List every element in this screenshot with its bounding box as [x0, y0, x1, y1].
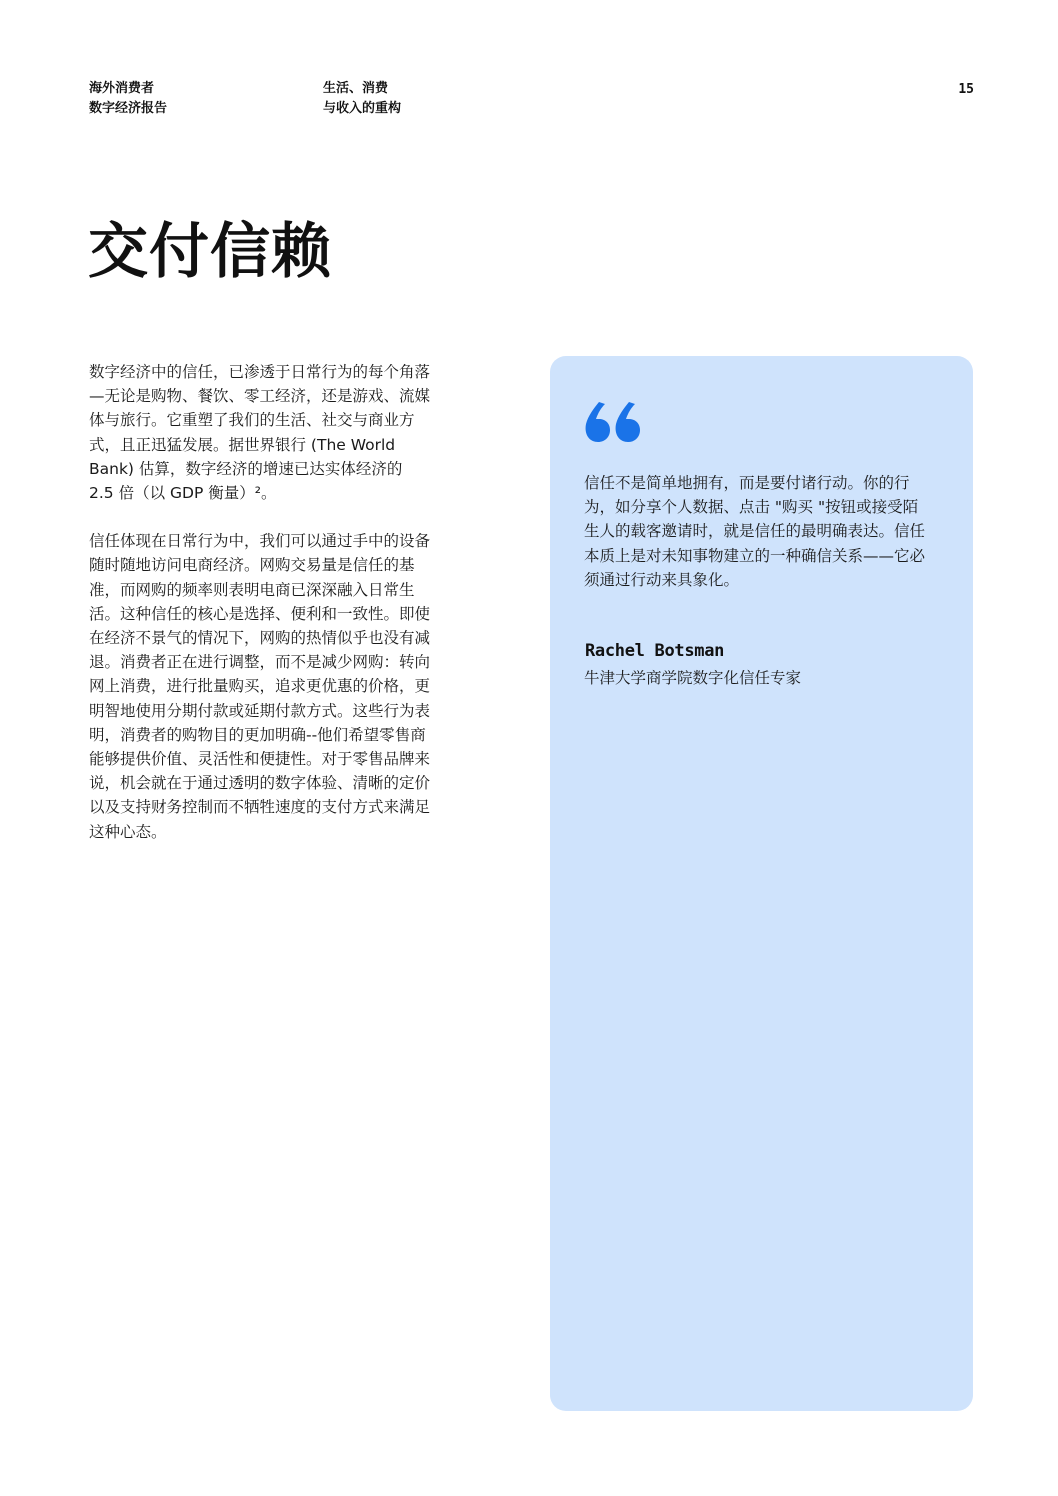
- section-title: [323, 79, 401, 119]
- body-text: [89, 360, 431, 868]
- page-number: 15: [958, 82, 974, 97]
- body-paragraph-2: 信任体现在日常行为中，我们可以通过手中的设备随时随地访问电商经济。网购交易量是信任的基准，而网购的频率则表明电商已深深融入日常生活。这种信任的核心是选择、便利和一致性。即使在经济不景气的情况下，网购的热情似乎也没有减退。消费者正在进行调整，而不是减少网购：转向网上消费，进行批量购买，追求更优惠的价格，更明智地使用分期付款或延期付款方式。这些行为表明，消费者的购物目的更加明确--他们希望零售商能够提供价值、灵活性和便捷性。对于零售品牌来说，机会就在于通过透明的数字体验、清晰的定价以及支持财务控制而不牺牲速度的支付方式来满足这种心态。: [89, 532, 431, 841]
- report-title: [89, 79, 167, 119]
- report-title-line1: 海外消费者: [89, 81, 155, 96]
- report-title-line2: 数字经济报告: [89, 101, 168, 116]
- body-paragraph-1: 数字经济中的信任，已渗透于日常行为的每个角落—无论是购物、餐饮、零工经济，还是游戏、流媒体与旅行。它重塑了我们的生活、社交与商业方式，且正迅猛发展。据世界银行 (The World Bank) 估算，数字经济的增速已达实体经济的 2.5 倍（以 GDP 衡量）²。: [89, 363, 431, 503]
- section-title-line1: 生活、消费: [323, 81, 389, 96]
- quote-card: [550, 356, 973, 1411]
- section-title-line2: 与收入的重构: [323, 101, 402, 116]
- quote-author: Rachel Botsman: [585, 641, 725, 661]
- quote-text: 信任不是简单地拥有，而是要付诸行动。你的行为，如分享个人数据、点击 "购买 "按钮或接受陌生人的载客邀请时，就是信任的最明确表达。信任本质上是对未知事物建立的一种确信关系——它必须通过行动来具象化。: [584, 474, 926, 589]
- page-title: 交付信赖: [88, 217, 332, 287]
- quote-author-role: 牛津大学商学院数字化信任专家: [584, 669, 802, 687]
- quote-mark-icon: [585, 402, 641, 442]
